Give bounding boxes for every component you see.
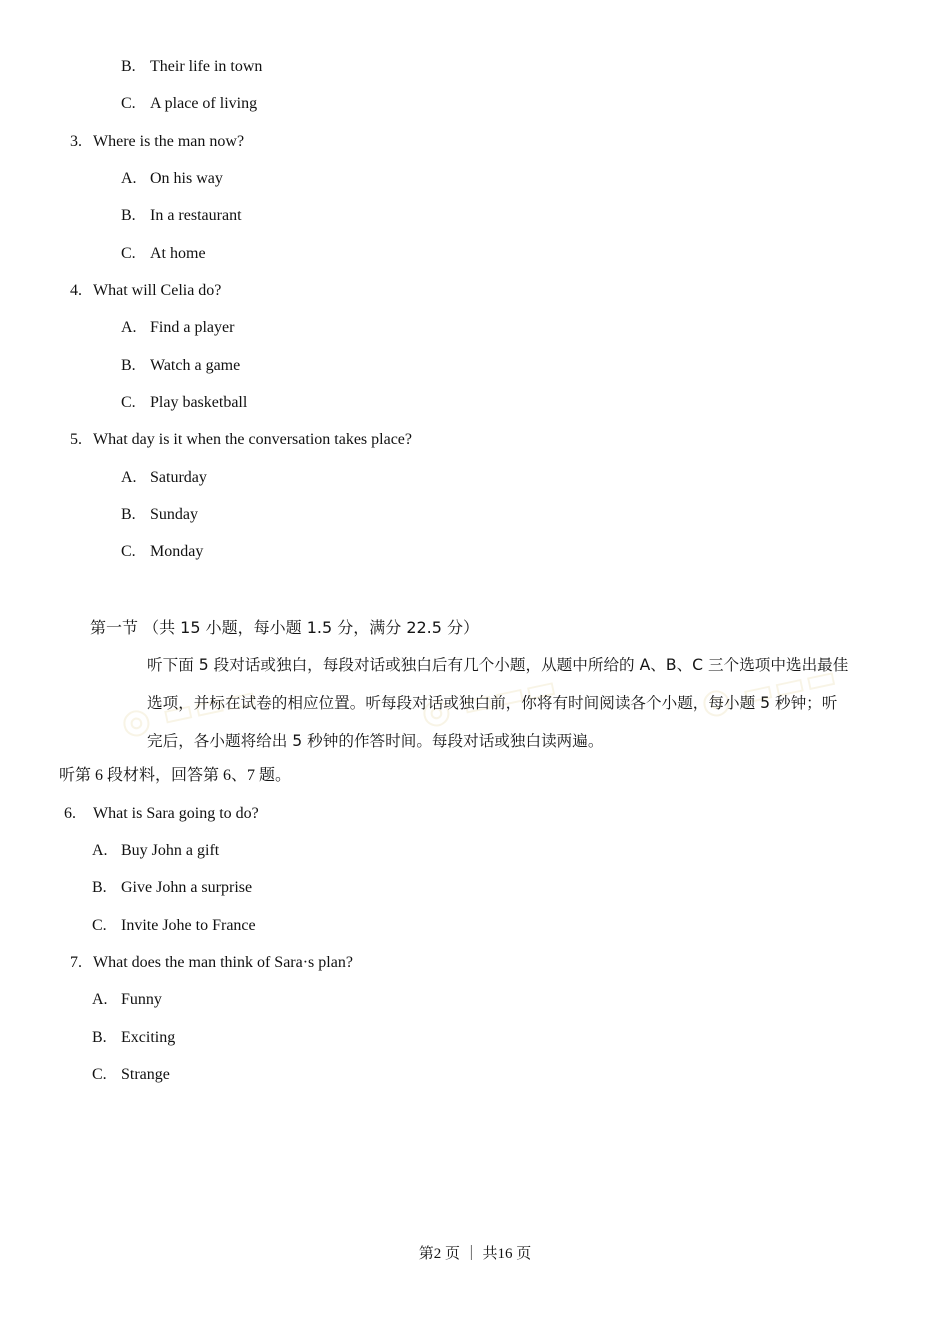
question-row [70, 953, 353, 973]
option-label: B. [121, 58, 136, 75]
option-row [121, 94, 257, 114]
question-text: What is Sara going to do? [93, 805, 259, 822]
option-row [92, 916, 256, 936]
watermark-decoration: ◎ ▭▭▭ [417, 666, 561, 734]
option-row [92, 1065, 170, 1085]
option-label: B. [92, 1029, 107, 1046]
section-instruction-line: 听下面 5 段对话或独白，每段对话或独白后有几个小题，从题中所给的 A、B、C 三个选项中选出最佳 [147, 656, 849, 674]
material-note: 听第 6 段材料，回答第 6、7 题。 [59, 767, 292, 784]
option-row [92, 878, 252, 898]
option-label: B. [92, 879, 107, 896]
option-text: Funny [121, 991, 162, 1008]
option-row [121, 542, 203, 562]
option-row [92, 841, 219, 861]
option-row [121, 244, 206, 264]
option-label: A. [121, 319, 137, 336]
option-text: Monday [150, 543, 204, 560]
question-text: What day is it when the conversation takes place? [93, 431, 412, 448]
option-label: B. [121, 506, 136, 523]
question-number: 5. [70, 431, 82, 448]
question-number: 3. [70, 133, 82, 150]
option-text: Their life in town [150, 58, 263, 75]
option-text: Buy John a gift [121, 842, 220, 859]
option-text: In a restaurant [150, 207, 242, 224]
option-label: A. [121, 170, 137, 187]
option-label: A. [92, 842, 108, 859]
question-row [70, 430, 412, 450]
option-text: Saturday [150, 469, 207, 486]
question-row [64, 804, 259, 824]
option-row [121, 206, 242, 226]
option-label: C. [92, 1066, 107, 1083]
option-text: Give John a surprise [121, 879, 253, 896]
option-row [92, 1028, 175, 1048]
option-label: A. [121, 469, 137, 486]
question-row [70, 281, 221, 301]
option-label: C. [92, 917, 107, 934]
option-row [92, 990, 162, 1010]
question-number: 7. [70, 954, 82, 971]
option-text: Find a player [150, 319, 235, 336]
question-row [70, 132, 244, 152]
option-row [121, 393, 247, 413]
option-text: A place of living [150, 95, 258, 112]
option-label: C. [121, 543, 136, 560]
section-instruction-line: 选项，并标在试卷的相应位置。听每段对话或独白前，你将有时间阅读各个小题，每小题 5 秒钟；听 [147, 694, 838, 712]
question-text: What does the man think of Sara·s plan? [93, 954, 353, 971]
option-text: On his way [150, 170, 223, 187]
section-instruction-line: 完后，各小题将给出 5 秒钟的作答时间。每段对话或独白读两遍。 [147, 732, 604, 750]
page-footer: 第2 页 ｜ 共16 页 [418, 1246, 532, 1262]
option-text: Sunday [150, 506, 198, 523]
option-row [121, 57, 262, 77]
question-text: What will Celia do? [93, 282, 222, 299]
option-label: C. [121, 245, 136, 262]
option-row [121, 505, 198, 525]
option-row [121, 468, 207, 488]
question-number: 6. [64, 805, 76, 822]
question-number: 4. [70, 282, 82, 299]
option-label: C. [121, 394, 136, 411]
option-text: Watch a game [150, 357, 241, 374]
option-text: Exciting [121, 1029, 176, 1046]
option-label: B. [121, 207, 136, 224]
watermark-decoration: ◎ ▭▭▭ [117, 676, 261, 744]
option-text: At home [150, 245, 206, 262]
option-text: Strange [121, 1066, 170, 1083]
option-label: C. [121, 95, 136, 112]
section-title: 第一节 （共 15 小题，每小题 1.5 分，满分 22.5 分） [90, 618, 480, 637]
watermark-decoration: ◎ ▭▭▭ [697, 656, 841, 724]
option-text: Play basketball [150, 394, 248, 411]
option-row [121, 169, 223, 189]
option-label: A. [92, 991, 108, 1008]
question-text: Where is the man now? [93, 133, 245, 150]
option-label: B. [121, 357, 136, 374]
option-row [121, 318, 234, 338]
option-row [121, 356, 240, 376]
option-text: Invite Johe to France [121, 917, 256, 934]
